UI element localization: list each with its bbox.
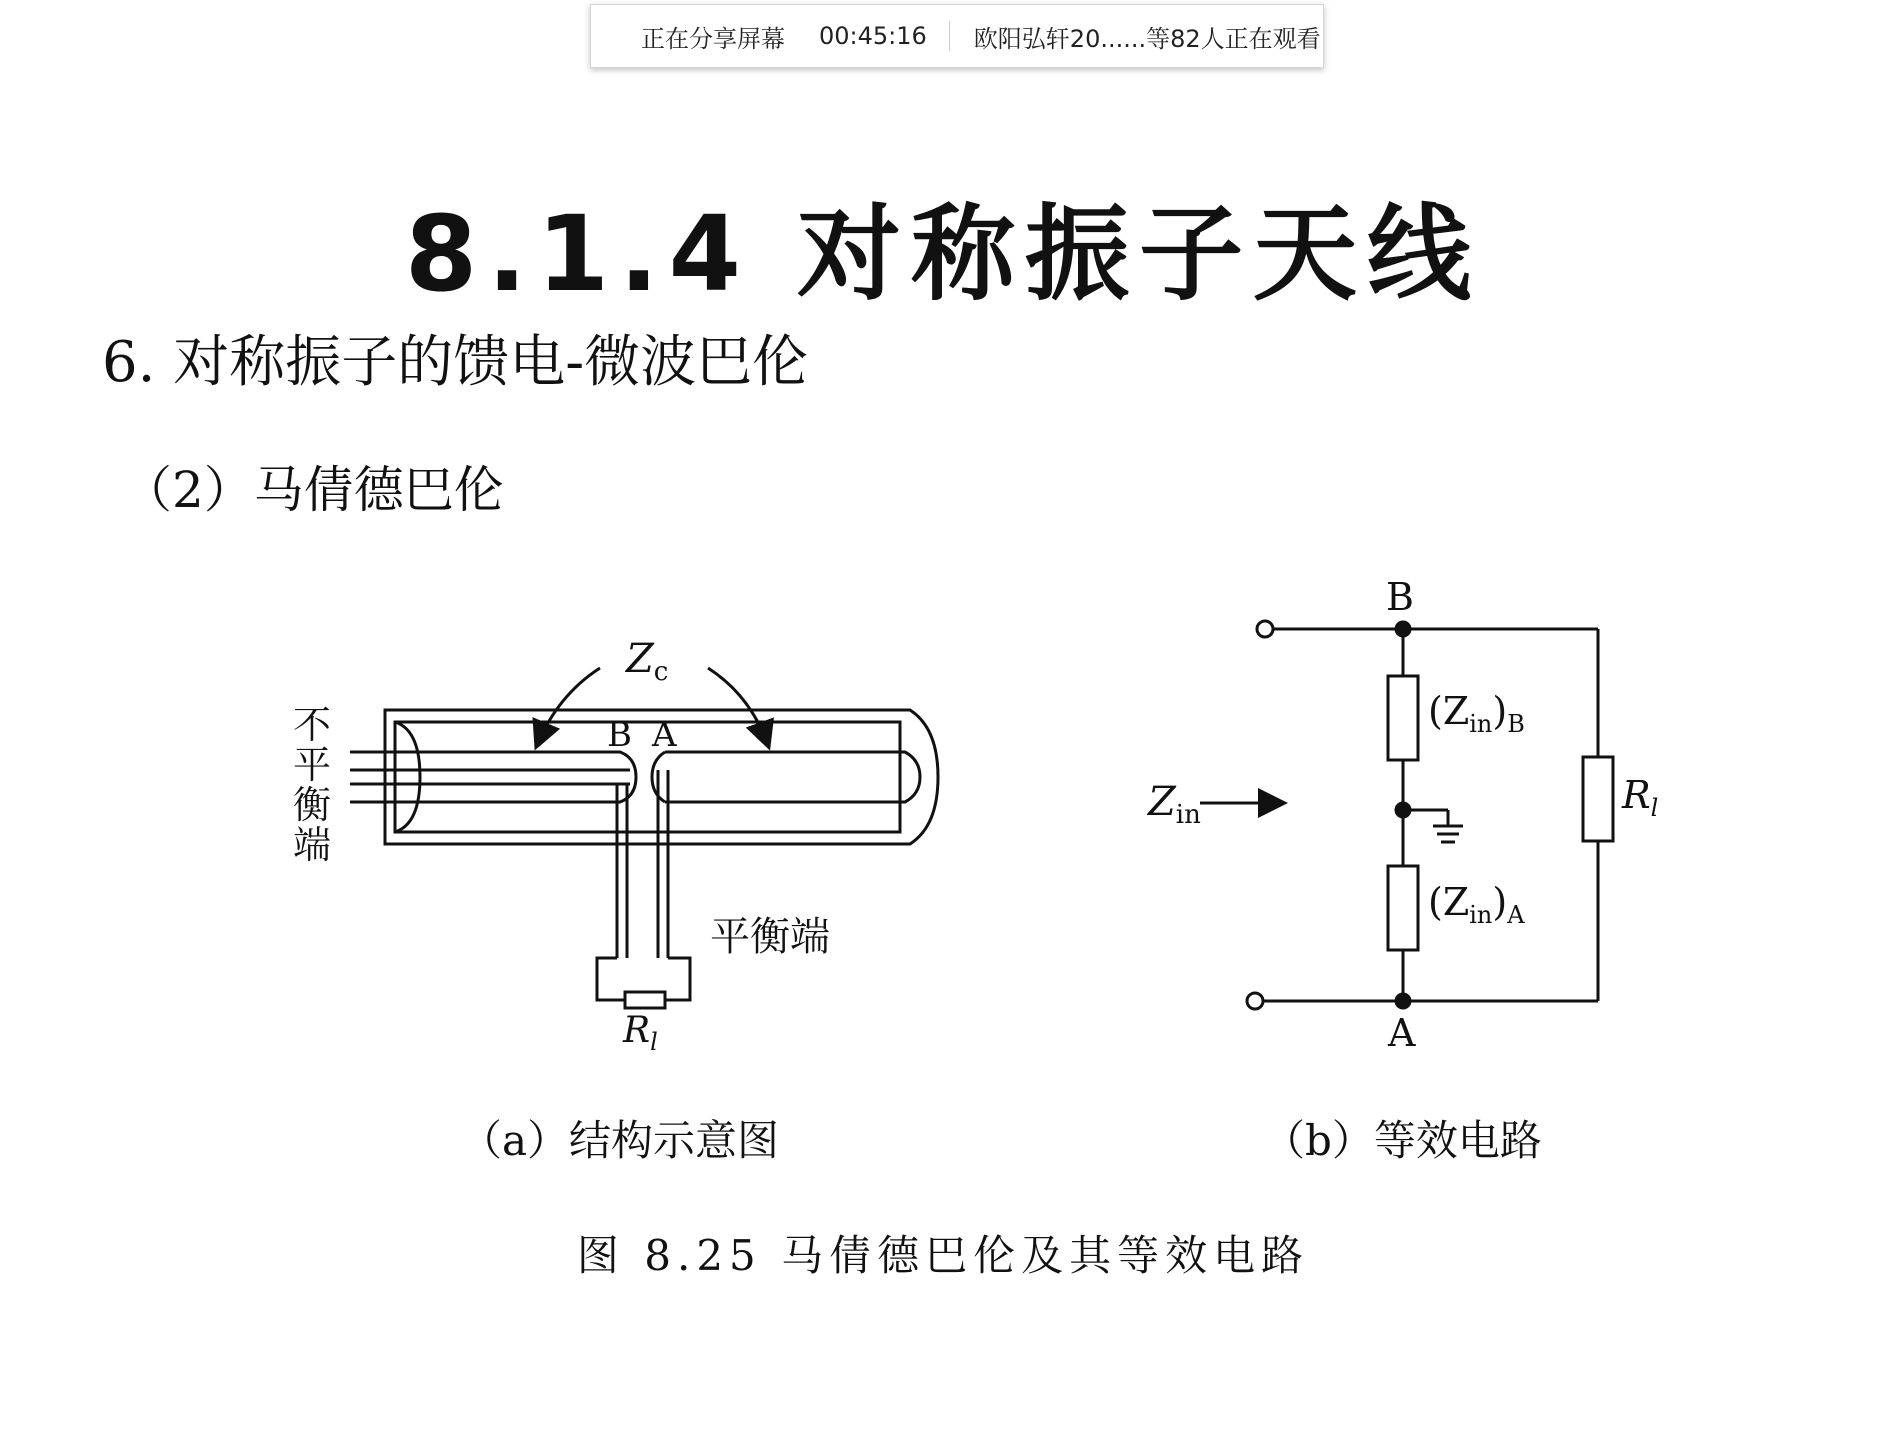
- terminal-top: [1257, 621, 1273, 637]
- viewer-count-text[interactable]: 欧阳弘轩20......等82人正在观看: [973, 24, 1321, 53]
- right-coax: [665, 752, 920, 802]
- resistor-rl: [1583, 757, 1613, 841]
- zin-a-label: $(Z_{in})_A$: [1428, 880, 1525, 929]
- structure-diagram: [350, 668, 938, 1008]
- label-a: A: [652, 715, 677, 755]
- section-heading: 6. 对称振子的馈电-微波巴伦: [102, 330, 809, 395]
- unbalanced-char-4: 端: [293, 823, 332, 867]
- load-resistor: [625, 992, 665, 1008]
- sub-caption-b: （b）等效电路: [1263, 1116, 1542, 1165]
- circuit-diagram: [1200, 621, 1613, 1009]
- share-bar-divider: [949, 21, 950, 51]
- left-coax: [350, 752, 636, 802]
- inner-tube: [395, 722, 900, 832]
- structure-labels: [293, 636, 830, 1056]
- terminal-bottom: [1247, 993, 1263, 1009]
- sub-caption-a: （a）结构示意图: [460, 1116, 780, 1165]
- slide-title: 8.1.4 对称振子天线: [404, 193, 1482, 315]
- sub-heading: （2）马倩德巴伦: [122, 461, 504, 519]
- load-label: $R_l$: [623, 1010, 658, 1056]
- node-a-dot: [1396, 994, 1410, 1008]
- node-b-dot: [1396, 622, 1410, 636]
- share-timer: 00:45:16: [819, 22, 927, 50]
- node-mid-dot: [1396, 803, 1410, 817]
- unbalanced-char-2: 平: [293, 743, 332, 787]
- screen-share-bar[interactable]: [590, 4, 1324, 68]
- resistor-zin-b: [1388, 676, 1418, 760]
- share-status-text: 正在分享屏幕: [641, 24, 785, 53]
- zin-label: $Z_{in}$: [1148, 779, 1201, 830]
- balanced-end-label: 平衡端: [710, 914, 830, 960]
- zc-arrow-right: [708, 668, 768, 745]
- unbalanced-char-1: 不: [293, 703, 332, 747]
- node-b-label: B: [1386, 575, 1414, 619]
- unbalanced-char-3: 衡: [293, 783, 332, 827]
- zin-b-label: $(Z_{in})_B$: [1428, 689, 1525, 738]
- zc-arrow-left: [537, 668, 600, 745]
- figure-caption: 图 8.25 马倩德巴伦及其等效电路: [576, 1231, 1310, 1280]
- resistor-zin-a: [1388, 866, 1418, 950]
- balun-figure: [0, 560, 1886, 1120]
- label-zc: $Z_c$: [626, 636, 669, 687]
- rl-label: $R_l$: [1622, 773, 1659, 822]
- label-b: B: [607, 715, 632, 755]
- inner-curve-left: [395, 722, 420, 832]
- node-a-label: A: [1388, 1011, 1416, 1055]
